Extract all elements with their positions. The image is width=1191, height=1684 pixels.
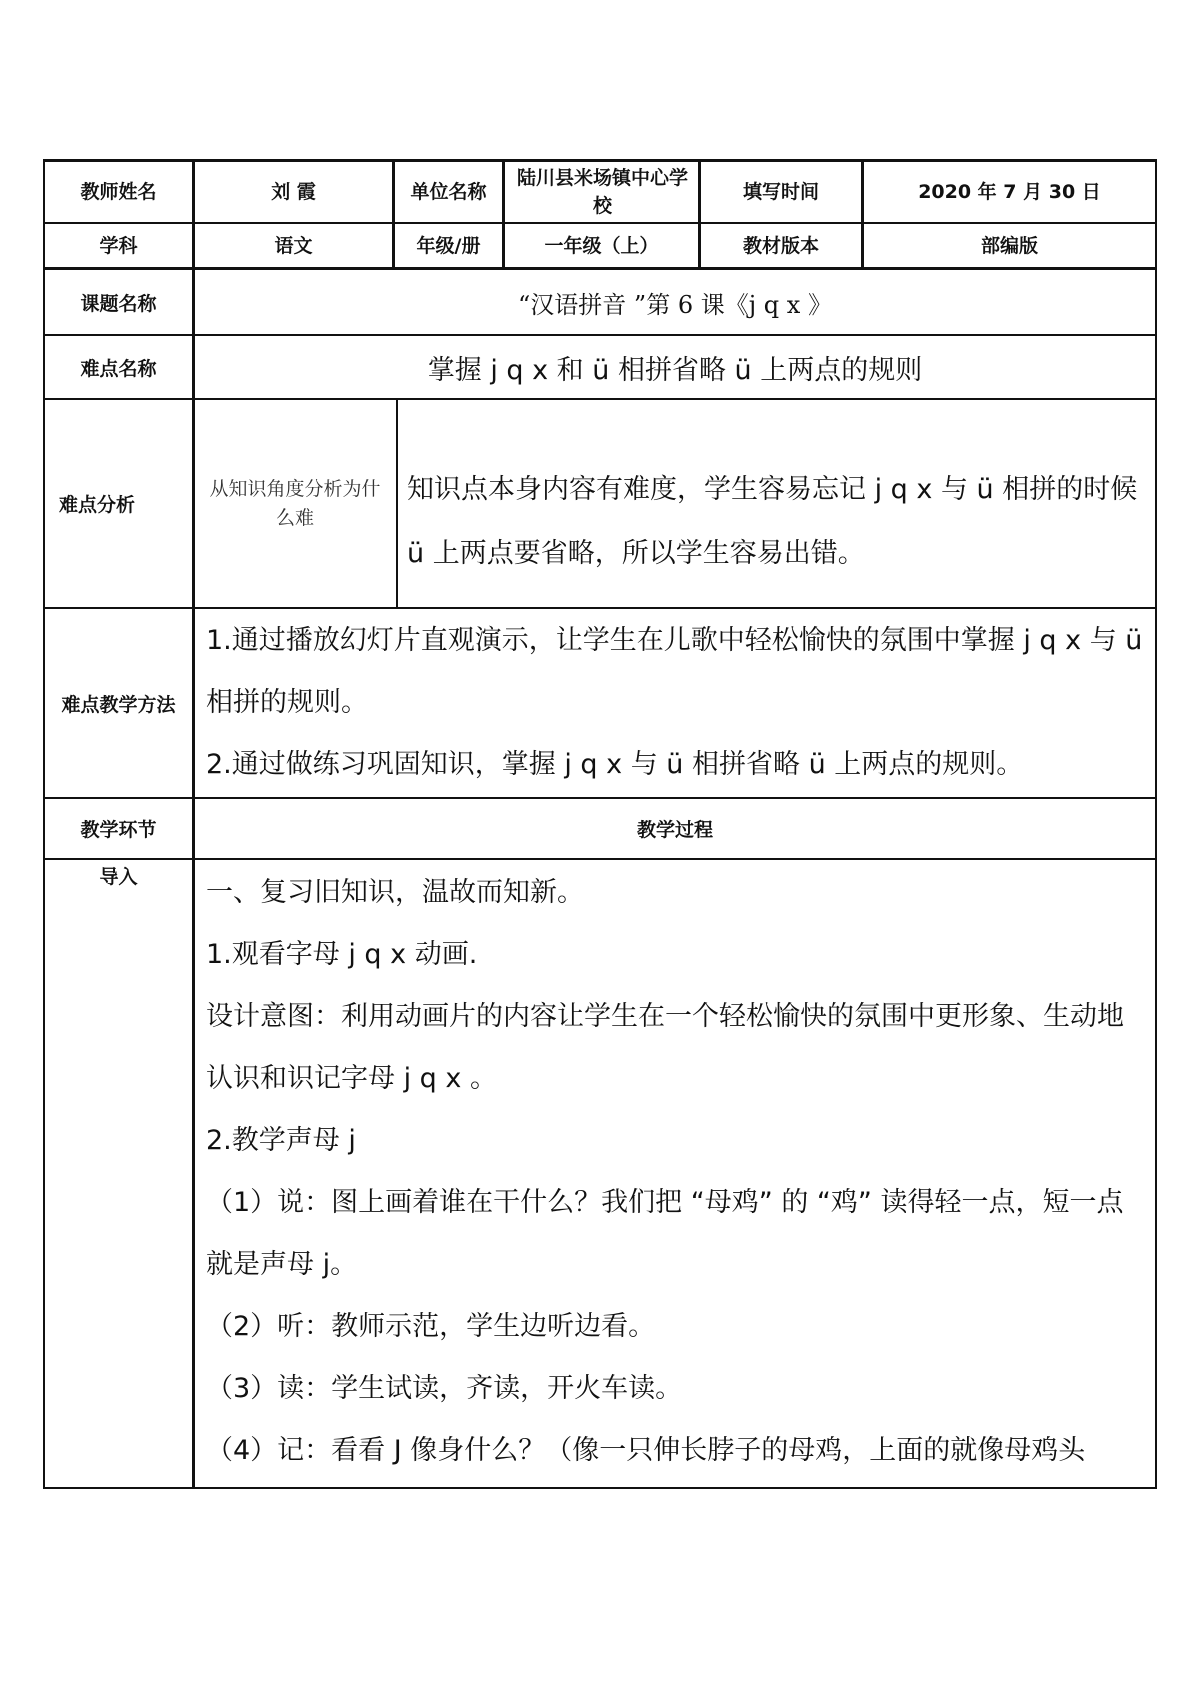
intro-stage: 导入 [99, 866, 138, 888]
subject-value: 语文 [274, 234, 313, 257]
difficulty-value: 掌握 j q x 和 ü 相拼省略 ü 上两点的规则 [427, 354, 923, 386]
intro-line: （4）记：看看 J 像身什么？（像一只伸长脖子的母鸡，上面的就像母鸡头 [206, 1435, 1086, 1466]
teacher-name: 刘 霞 [271, 181, 316, 203]
unit-label: 单位名称 [410, 181, 487, 203]
method-item: 1.通过播放幻灯片直观演示，让学生在儿歌中轻松愉快的氛围中掌握 j q x 与 ü 相拼的规则。 [206, 625, 1143, 718]
table-border-bottom [43, 1487, 1157, 1489]
row-sep [43, 858, 1157, 860]
analysis-text: 知识点本身内容有难度，学生容易忘记 j q x 与 ü 相拼的时候 ü 上两点要省略，所以学生容易出错。 [407, 474, 1138, 569]
intro-line: （1）说：图上画着谁在干什么？我们把 “母鸡” 的 “鸡” 读得轻一点，短一点就是声母 j。 [206, 1187, 1124, 1280]
intro-line: 一、复习旧知识，温故而知新。 [206, 877, 584, 908]
intro-content [195, 862, 1155, 1487]
analysis-label: 难点分析 [58, 494, 135, 516]
unit-name: 陆川县米场镇中心学校 [516, 167, 688, 217]
grade-label: 年级/册 [416, 234, 481, 257]
analysis-sublabel: 从知识角度分析为什么难 [209, 477, 381, 529]
date-value: 2020 年 7 月 30 日 [918, 181, 1101, 203]
edition-label: 教材版本 [742, 234, 819, 257]
intro-line: 1.观看字母 j q x 动画. [206, 939, 478, 970]
method-item: 2.通过做练习巩固知识，掌握 j q x 与 ü 相拼省略 ü 上两点的规则。 [206, 749, 1024, 780]
method-content [195, 610, 1155, 796]
grade-value: 一年级（上） [544, 234, 659, 257]
process-header: 教学过程 [636, 819, 713, 841]
difficulty-label: 难点名称 [80, 357, 157, 380]
method-label: 难点教学方法 [61, 693, 176, 716]
intro-line: 2.教学声母 j [206, 1125, 356, 1156]
intro-line: 设计意图：利用动画片的内容让学生在一个轻松愉快的氛围中更形象、生动地认识和识记字母 j q x 。 [206, 1001, 1124, 1094]
subject-label: 学科 [99, 234, 138, 257]
date-label: 填写时间 [742, 181, 819, 203]
edition-value: 部编版 [980, 234, 1038, 257]
table-border-right [1155, 159, 1157, 1489]
intro-line: （3）读：学生试读，齐读，开火车读。 [206, 1373, 683, 1404]
topic-value: “汉语拼音 ”第 6 课《j q x 》 [518, 290, 832, 319]
stage-header: 教学环节 [80, 819, 157, 841]
row-sep [43, 607, 1157, 609]
topic-label: 课题名称 [80, 292, 157, 315]
teacher-label: 教师姓名 [80, 181, 157, 203]
intro-line: （2）听：教师示范，学生边听边看。 [206, 1311, 656, 1342]
